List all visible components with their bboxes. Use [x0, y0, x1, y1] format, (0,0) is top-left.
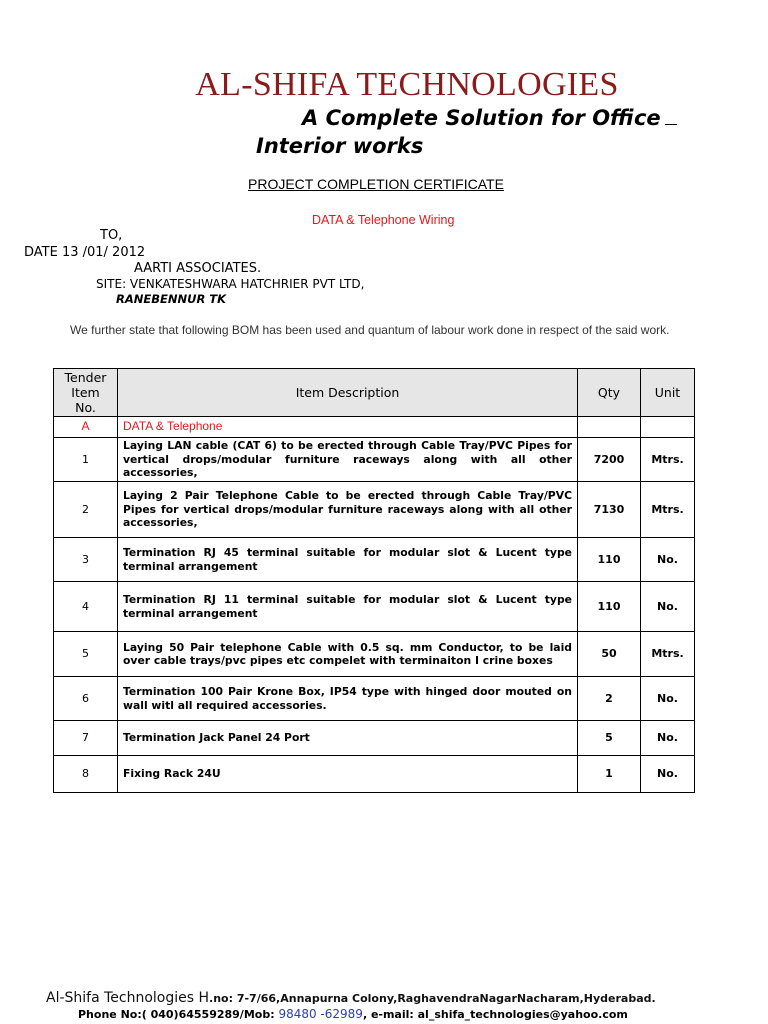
- header-unit: Unit: [641, 369, 695, 417]
- row-unit: No.: [641, 721, 695, 756]
- bom-statement: We further state that following BOM has been used and quantum of labour work done in respect of the said work.: [70, 323, 670, 337]
- row-unit: Mtrs.: [641, 632, 695, 677]
- row-no: 2: [54, 482, 118, 538]
- section-row: [54, 417, 695, 438]
- row-unit: No.: [641, 756, 695, 793]
- footer-address: .no: 7-7/66,Annapurna Colony,RaghavendraNagarNacharam,Hyderabad.: [209, 992, 656, 1005]
- site-city: RANEBENNUR TK: [116, 292, 227, 306]
- header-tender-line-2: Item: [71, 385, 100, 400]
- row-qty: 110: [578, 538, 641, 582]
- footer-company-name: Al-Shifa Technologies H: [46, 990, 210, 1006]
- table-row: [54, 756, 695, 793]
- row-description: Laying 2 Pair Telephone Cable to be erected through Cable Tray/PVC Pipes for vertical drops/modular furniture raceways along with all other accessories,: [118, 482, 578, 538]
- row-unit: No.: [641, 582, 695, 632]
- certificate-title: PROJECT COMPLETION CERTIFICATE: [248, 176, 504, 192]
- tagline-text-1: A Complete Solution for Office: [302, 106, 661, 130]
- footer-mobile: 98480 -62989: [278, 1007, 363, 1021]
- footer-phone: Phone No:( 040)64559289/Mob:: [78, 1008, 279, 1021]
- row-description: Termination 100 Pair Krone Box, IP54 type with hinged door mouted on wall witl all required accessories.: [118, 677, 578, 721]
- certificate-subtitle: DATA & Telephone Wiring: [312, 213, 455, 227]
- row-no: 7: [54, 721, 118, 756]
- row-qty: 2: [578, 677, 641, 721]
- tagline-underline: [665, 106, 677, 125]
- row-description: Laying 50 Pair telephone Cable with 0.5 sq. mm Conductor, to be laid over cable trays/pvc pipes etc compelet with terminaiton I crine boxes: [118, 632, 578, 677]
- to-label: TO,: [100, 228, 123, 243]
- row-unit: Mtrs.: [641, 482, 695, 538]
- header-item-description: Item Description: [118, 369, 578, 417]
- row-no: 1: [54, 438, 118, 482]
- table-row: [54, 538, 695, 582]
- row-qty: 5: [578, 721, 641, 756]
- table-row: [54, 632, 695, 677]
- row-qty: 110: [578, 582, 641, 632]
- section-label: DATA & Telephone: [118, 417, 578, 438]
- row-unit: Mtrs.: [641, 438, 695, 482]
- row-no: 8: [54, 756, 118, 793]
- footer-email: , e-mail: al_shifa_technologies@yahoo.com: [362, 1008, 628, 1021]
- section-no: A: [54, 417, 118, 438]
- row-description: Laying LAN cable (CAT 6) to be erected through Cable Tray/PVC Pipes for vertical drops/modular furniture raceways along with all other accessories,: [118, 438, 578, 482]
- row-no: 5: [54, 632, 118, 677]
- site-address: SITE: VENKATESHWARA HATCHRIER PVT LTD,: [96, 277, 365, 291]
- table-row: [54, 582, 695, 632]
- row-description: Fixing Rack 24U: [118, 756, 578, 793]
- date-label: DATE 13 /01/ 2012: [24, 245, 146, 260]
- row-no: 3: [54, 538, 118, 582]
- row-qty: 7130: [578, 482, 641, 538]
- row-unit: No.: [641, 677, 695, 721]
- row-qty: 50: [578, 632, 641, 677]
- tagline-line-2: Interior works: [256, 134, 424, 158]
- footer-contact-line: [78, 1007, 628, 1021]
- footer-address-line: [46, 990, 656, 1006]
- row-description: Termination RJ 11 terminal suitable for modular slot & Lucent type terminal arrangement: [118, 582, 578, 632]
- row-qty: 7200: [578, 438, 641, 482]
- recipient-name: AARTI ASSOCIATES.: [134, 261, 262, 276]
- row-qty: 1: [578, 756, 641, 793]
- table-row: [54, 482, 695, 538]
- header-tender-line-3: No.: [75, 400, 96, 415]
- row-no: 6: [54, 677, 118, 721]
- row-unit: No.: [641, 538, 695, 582]
- header-qty: Qty: [578, 369, 641, 417]
- company-title: AL-SHIFA TECHNOLOGIES: [195, 66, 619, 103]
- table-header-row: [54, 369, 695, 417]
- row-no: 4: [54, 582, 118, 632]
- section-unit-empty: [641, 417, 695, 438]
- row-description: Termination RJ 45 terminal suitable for modular slot & Lucent type terminal arrangement: [118, 538, 578, 582]
- row-description: Termination Jack Panel 24 Port: [118, 721, 578, 756]
- bom-table: [53, 368, 695, 793]
- table-row: [54, 438, 695, 482]
- header-tender-item-no: [54, 369, 118, 417]
- header-tender-line-1: Tender: [64, 370, 107, 385]
- tagline-line-1: [302, 106, 677, 130]
- table-row: [54, 721, 695, 756]
- table-row: [54, 677, 695, 721]
- section-qty-empty: [578, 417, 641, 438]
